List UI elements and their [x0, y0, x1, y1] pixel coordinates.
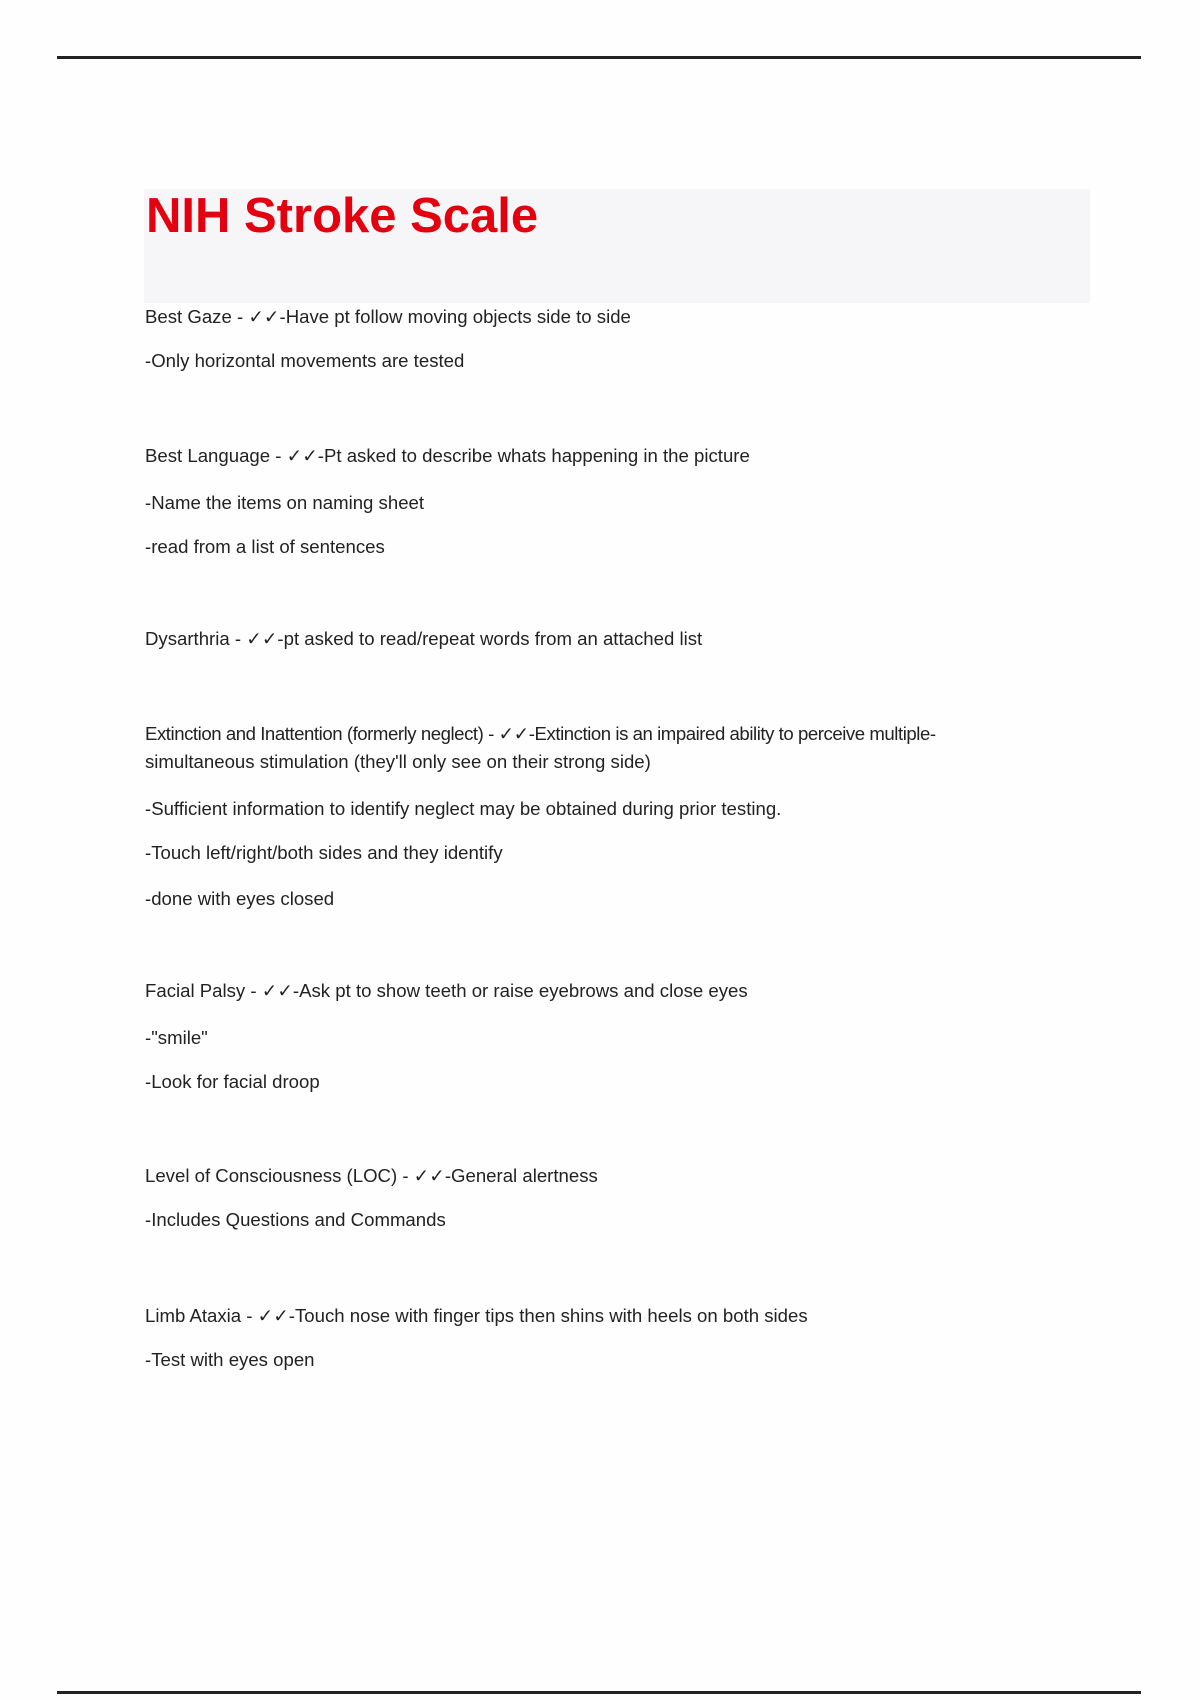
text-line: Facial Palsy - ✓✓-Ask pt to show teeth or raise eyebrows and close eyes — [145, 980, 748, 1001]
text-line: -Sufficient information to identify neglect may be obtained during prior testing. — [145, 798, 782, 819]
header-rule — [57, 56, 1141, 59]
text-line: -Only horizontal movements are tested — [145, 350, 465, 371]
text-line: -Includes Questions and Commands — [145, 1209, 446, 1230]
text-line: -"smile" — [145, 1027, 208, 1048]
text-line: Extinction and Inattention (formerly neglect) - ✓✓-Extinction is an impaired ability to perceive multiple- — [145, 723, 936, 744]
text-line: -done with eyes closed — [145, 888, 335, 909]
text-line: -Name the items on naming sheet — [145, 492, 425, 513]
text-line: -Touch left/right/both sides and they identify — [145, 842, 503, 863]
text-line: -Look for facial droop — [145, 1071, 320, 1092]
text-line: Best Gaze - ✓✓-Have pt follow moving objects side to side — [145, 306, 631, 327]
page-title: NIH Stroke Scale — [146, 189, 539, 243]
text-line: Level of Consciousness (LOC) - ✓✓-General alertness — [145, 1165, 598, 1186]
text-line: -Test with eyes open — [145, 1349, 315, 1370]
footer-rule — [57, 1691, 1141, 1694]
text-line: simultaneous stimulation (they'll only see on their strong side) — [145, 751, 651, 772]
text-line: Dysarthria - ✓✓-pt asked to read/repeat words from an attached list — [145, 628, 703, 649]
text-line: Limb Ataxia - ✓✓-Touch nose with finger tips then shins with heels on both sides — [145, 1305, 808, 1326]
text-line: Best Language - ✓✓-Pt asked to describe whats happening in the picture — [145, 445, 750, 466]
text-line: -read from a list of sentences — [145, 536, 385, 557]
